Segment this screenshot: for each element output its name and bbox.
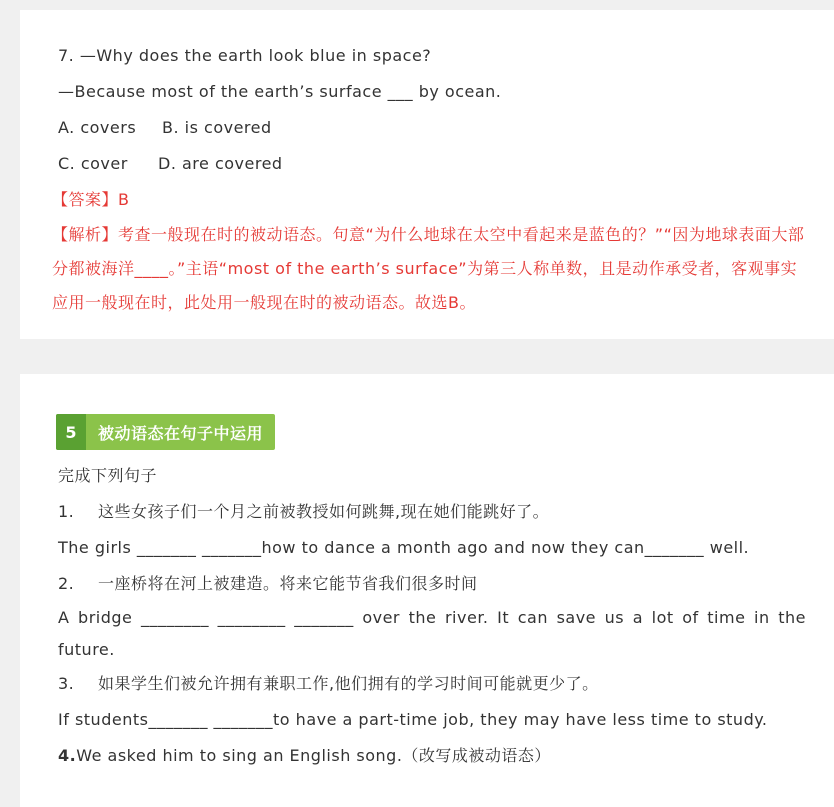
analysis-text: 【解析】考查一般现在时的被动语态。句意“为什么地球在太空中看起来是蓝色的？”“因为地球表面大部分都被海洋____。”主语“most of the earth’s surface”为第三人称单数，且是动作承受者，客观事实应用一般现在时，此处用一般现在时的被动语态。故选B。 bbox=[52, 225, 805, 312]
response-text: —Because most of the earth’s surface ___ by ocean. bbox=[58, 82, 502, 101]
item-3-english: If students_______ _______to have a part-time job, they may have less time to study. bbox=[58, 710, 768, 729]
section-badge bbox=[56, 414, 275, 450]
question-7-card bbox=[20, 10, 834, 339]
question-text: 7. —Why does the earth look blue in space? bbox=[58, 46, 432, 65]
item-chinese-text: 这些女孩子们一个月之前被教授如何跳舞,现在她们能跳好了。 bbox=[98, 502, 550, 521]
item-number: 1. bbox=[58, 502, 75, 521]
item-chinese-text: 如果学生们被允许拥有兼职工作,他们拥有的学习时间可能就更少了。 bbox=[98, 674, 599, 693]
instruction-text: 完成下列句子 bbox=[58, 466, 158, 485]
option-c: C. cover bbox=[58, 154, 128, 173]
item-2-chinese bbox=[58, 566, 806, 602]
item-number: 2. bbox=[58, 574, 75, 593]
section-badge-title: 被动语态在句子中运用 bbox=[98, 423, 264, 443]
section-badge-number: 5 bbox=[56, 414, 86, 450]
item-1-chinese bbox=[58, 494, 806, 530]
item-4-text: We asked him to sing an English song.（改写成被动语态） bbox=[76, 746, 551, 765]
item-number: 3. bbox=[58, 674, 75, 693]
options-row-ab bbox=[58, 110, 806, 146]
answer-label: 【答案】B bbox=[52, 190, 130, 209]
item-chinese-text: 一座桥将在河上被建造。将来它能节省我们很多时间 bbox=[98, 574, 478, 593]
item-number: 4. bbox=[58, 746, 77, 765]
section-5-card bbox=[20, 374, 834, 807]
item-4 bbox=[58, 738, 806, 774]
options-row-cd bbox=[58, 146, 806, 182]
option-a: A. covers bbox=[58, 118, 137, 137]
option-d: D. are covered bbox=[158, 154, 283, 173]
item-2-english: A bridge ________ ________ _______ over the river. It can save us a lot of time in the future. bbox=[58, 608, 806, 659]
item-1-english: The girls _______ _______how to dance a month ago and now they can_______ well. bbox=[58, 538, 750, 557]
item-3-chinese bbox=[58, 666, 806, 702]
option-b: B. is covered bbox=[162, 118, 272, 137]
